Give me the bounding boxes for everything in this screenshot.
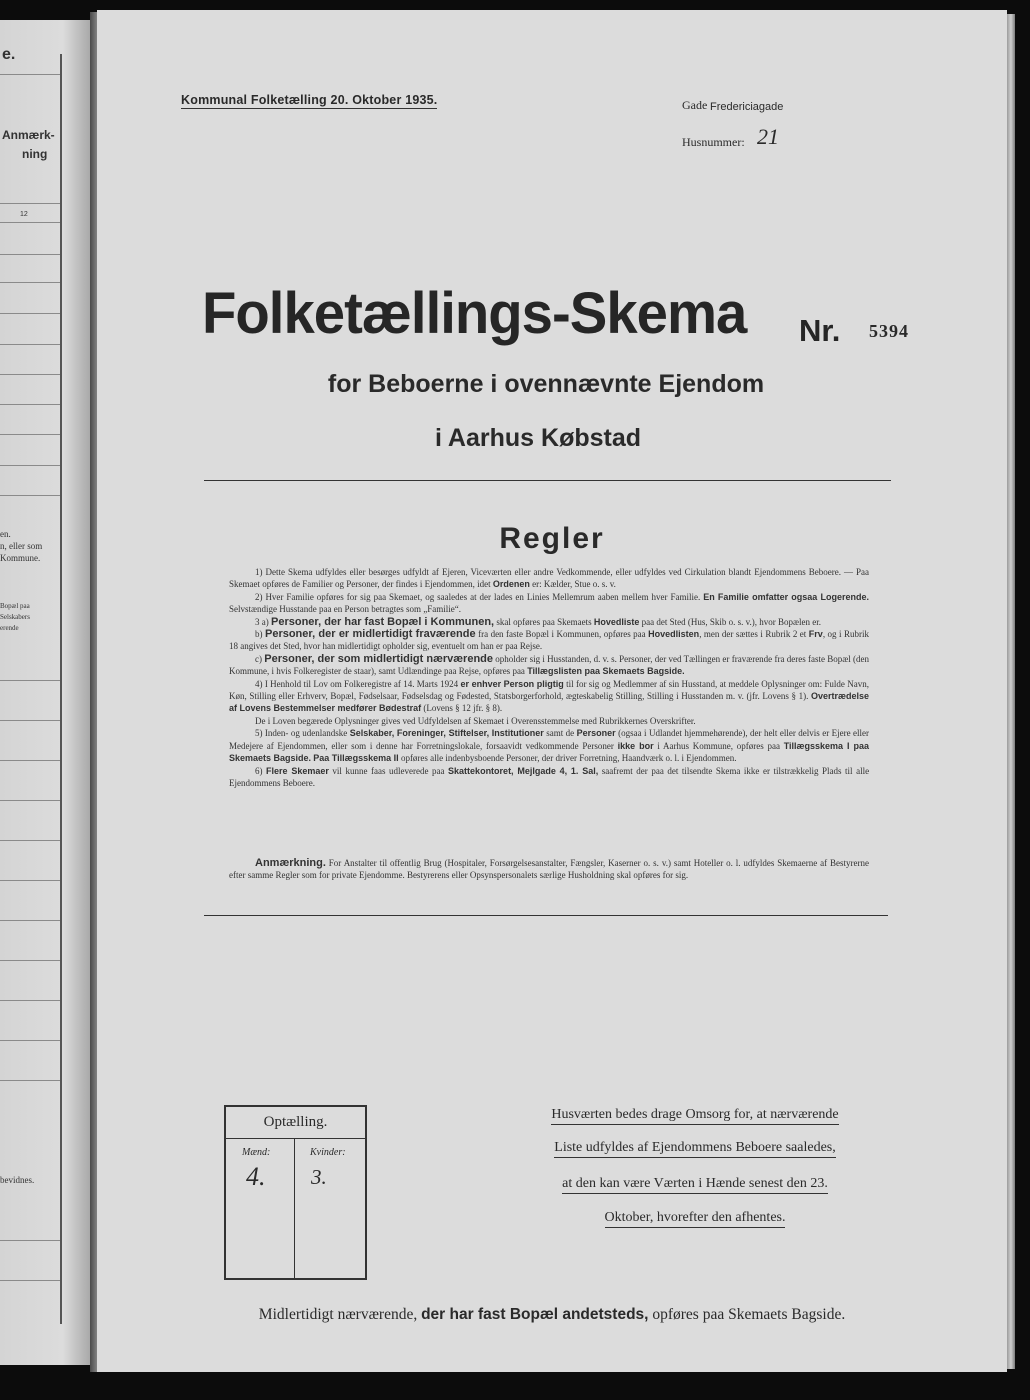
form-subtitle: for Beboerne i ovennævnte Ejendom [327, 370, 765, 398]
previous-page-fragment [0, 20, 90, 1365]
rule-5: 5) Inden- og udenlandske Selskaber, Foreninger, Stiftelser, Institutioner samt de Personer (ogsaa i Udlandet hjemmehørende), der helt eller delvis er Ejere eller Medejere af Ejendommen, eller som i denne har Forretningslokale, forsaavidt vedkommende Personer ikke bor i Aarhus Kommune, opføres paa Tillægsskema I paa Skemaets Bagside. Paa Tillægsskema II opføres alle indenbysboende Personer, der driver Forretning, Haandværk o. l. i Ejendommen. [229, 728, 870, 764]
left-rule [0, 404, 62, 405]
left-rule [0, 374, 62, 375]
notice-line-2: Liste udfyldes af Ejendommens Beboere saaledes, [530, 1140, 860, 1156]
divider-line [204, 480, 891, 481]
left-rule [0, 1080, 62, 1081]
rule-3c: c) Personer, der som midlertidigt nærværende opholder sig i Husstanden, d. v. s. Personer, der ved Tællingen er fraværende fra deres faste Bopæl (den Kommune, i hvis Folkeregister de staar), samt Udlændinge paa Rejse, opføres paa Tillægslisten paa Skemaets Bagside. [229, 652, 870, 677]
left-rule [0, 1040, 62, 1041]
rules-heading: Regler [499, 522, 605, 555]
left-rule [0, 920, 62, 921]
count-title: Optælling. [226, 1107, 365, 1139]
rule-3b: b) Personer, der er midlertidigt fraværende fra den faste Bopæl i Kommunen, opføres paa Hovedlisten, men der sættes i Rubrik 2 et Frv, og i Rubrik 18 angives det Sted, hvor han midlertidigt opholder sig, eventuelt om han er paa Rejse. [229, 628, 870, 652]
left-fragment-c1: bevidnes. [0, 1175, 35, 1185]
left-rule [0, 313, 62, 314]
left-rule [0, 800, 62, 801]
left-rule [0, 840, 62, 841]
left-rule [0, 960, 62, 961]
house-number-value: 21 [757, 124, 779, 149]
left-fragment-top: e. [2, 46, 16, 63]
left-rule [0, 465, 62, 466]
left-fragment-a3: Kommune. [0, 553, 41, 563]
form-number-label: Nr. [799, 313, 841, 348]
form-number-value: 5394 [869, 321, 909, 341]
left-fragment-b2: Selskabers [0, 613, 30, 621]
footer-note: Midlertidigt nærværende, der har fast Bopæl andetsteds, opføres paa Skemaets Bagside. [258, 1306, 846, 1323]
left-rule [0, 1280, 62, 1281]
remark-note [229, 857, 869, 882]
left-column-line [60, 54, 62, 1324]
notice-line-1: Husværten bedes drage Omsorg for, at nærværende [530, 1107, 860, 1123]
divider-line [204, 915, 888, 916]
census-header: Kommunal Folketælling 20. Oktober 1935. [181, 93, 438, 107]
left-rule [0, 1000, 62, 1001]
count-divider [294, 1138, 295, 1278]
left-rule [0, 720, 62, 721]
left-remark-heading-2: ning [22, 147, 48, 161]
remark-label: Anmærkning. [255, 857, 326, 869]
rule-2: 2) Hver Familie opføres for sig paa Skemaet, og saaledes at der lades en Linies Mellemrum aaben mellem hver Familie. En Familie omfatter ogsaa Logerende. Selvstændige Husstande paa en Person betragtes som „Familie“. [229, 591, 869, 615]
left-rule [0, 74, 62, 75]
left-rule [0, 760, 62, 761]
left-rule [0, 344, 62, 345]
rule-4: 4) I Henhold til Lov om Folkeregistre af 14. Marts 1924 er enhver Person pligtig til for sig og Medlemmer af sin Husstand, at meddele Oplysninger om: Fulde Navn, Køn, Stilling eller Erhverv, Bopæl, Fødselsaar, Fødselsdag og Fødested, Statsborgerforhold, ægteskabelig Stilling, Stilling i Husstanden m. v. (jfr. Lovens § 1). Overtrædelse af Lovens Bestemmelser medfører Bødestraf (Lovens § 12 jfr. § 8). [229, 678, 870, 714]
page-edge [1007, 14, 1015, 1369]
left-fragment-a2: n, eller som [0, 541, 43, 551]
street-label: Gade [682, 98, 708, 112]
house-number-label: Husnummer: [682, 135, 745, 149]
rule-4-extra: De i Loven begærede Oplysninger gives ved Udfyldelsen af Skemaet i Overensstemmelse med Rubrikkernes Overskrifter. [255, 715, 696, 726]
form-location: i Aarhus Købstad [434, 424, 642, 452]
left-rule [0, 222, 62, 223]
left-fragment-b1: Bopæl paa [0, 602, 30, 610]
notice-line-4: Oktober, hvorefter den afhentes. [530, 1210, 860, 1226]
left-rule [0, 1240, 62, 1241]
left-remark-heading-1: Anmærk- [2, 128, 55, 142]
left-rule [0, 680, 62, 681]
left-rule [0, 880, 62, 881]
count-box [224, 1105, 367, 1280]
left-rule [0, 495, 62, 496]
notice-line-3: at den kan være Værten i Hænde senest den 23. [530, 1176, 860, 1192]
rules-text [229, 566, 869, 789]
women-count: 3. [311, 1165, 327, 1189]
remark-text: For Anstalter til offentlig Brug (Hospitaler, Forsørgelsesanstalter, Fængsler, Kaserner o. s. v.) samt Hoteller o. l. udfyldes Skemaerne af Bestyrerne efter samme Regler som for private Ejendomme. Bestyrerens eller Opsynspersonalets særlige Husholdning skal opføres for sig. [229, 858, 869, 881]
left-fragment-a1: en. [0, 529, 11, 539]
form-title: Folketællings-Skema [202, 281, 747, 346]
left-rule [0, 203, 62, 204]
left-rule [0, 282, 62, 283]
men-count: 4. [246, 1162, 266, 1191]
left-fragment-b3: erende [0, 624, 19, 632]
rule-3a: 3 a) Personer, der har fast Bopæl i Kommunen, skal opføres paa Skemaets Hovedliste paa det Sted (Hus, Skib o. s. v.), hvor Bopælen er. [255, 615, 822, 628]
women-label: Kvinder: [310, 1147, 346, 1158]
rule-1: 1) Dette Skema udfyldes eller besørges udfyldt af Ejeren, Viceværten eller andre Vedkommende, eller udfyldes ved Cirkulation blandt Ejendommens Beboere. — Paa Skemaet opføres de Familier og Personer, der findes i Ejendommen, idet Ordenen er: Kælder, Stue o. s. v. [229, 567, 869, 590]
rule-6: 6) Flere Skemaer vil kunne faas udleverede paa Skattekontoret, Mejlgade 4, 1. Sal, saafremt der paa det tilsendte Skema ikke er tilstrækkelig Plads til alle Ejendommens Beboere. [229, 765, 870, 788]
men-label: Mænd: [242, 1147, 271, 1158]
left-column-number: 12 [20, 211, 28, 218]
street-value: Fredericiagade [710, 101, 784, 113]
left-rule [0, 254, 62, 255]
left-rule [0, 434, 62, 435]
census-form-page [97, 10, 1007, 1372]
